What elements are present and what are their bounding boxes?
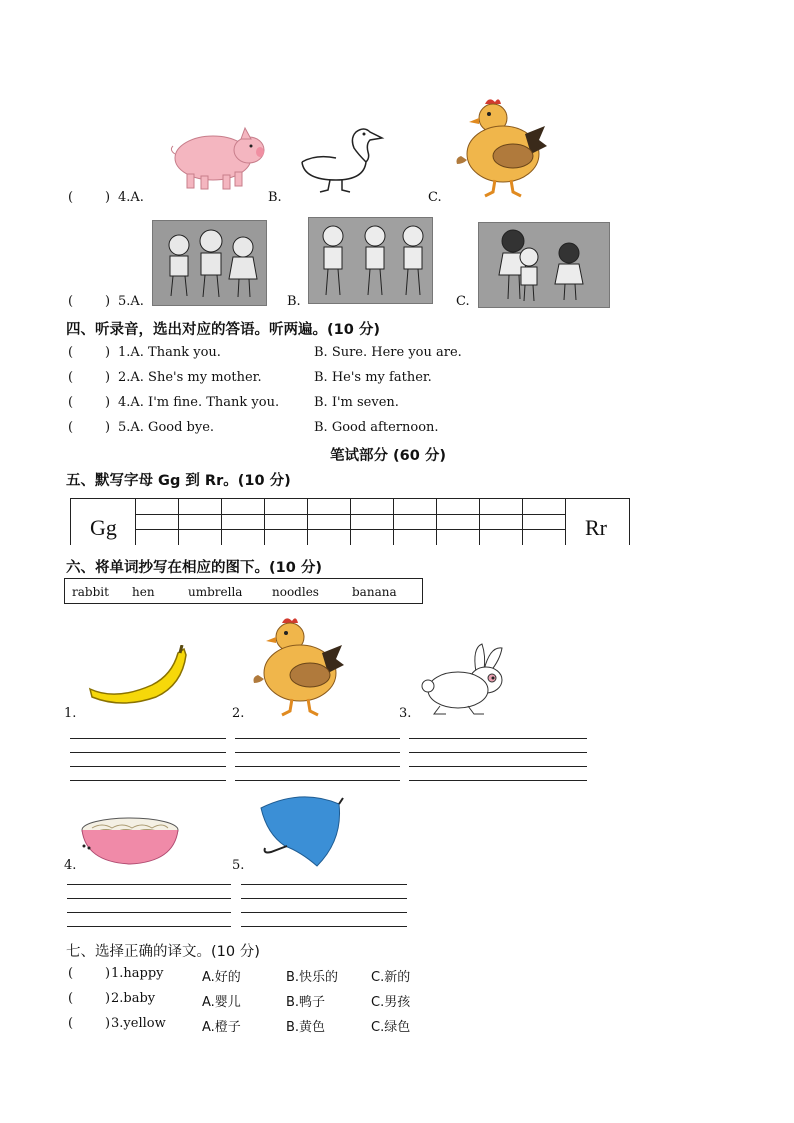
children-picture-c bbox=[478, 222, 610, 308]
word-bank-item: rabbit bbox=[72, 585, 109, 599]
word-bank bbox=[64, 578, 423, 604]
writing-lines[interactable] bbox=[70, 738, 226, 784]
word-bank-item: umbrella bbox=[188, 585, 243, 599]
option-a: 5.A. Good bye. bbox=[118, 420, 215, 435]
word: 2.baby bbox=[111, 991, 156, 1006]
writing-lines[interactable] bbox=[409, 738, 587, 784]
picture-label: 4. bbox=[64, 858, 77, 873]
option-label: B. bbox=[268, 190, 282, 205]
word-bank-item: noodles bbox=[272, 585, 319, 599]
option-c: C.绿色 bbox=[371, 1020, 411, 1035]
letter-writing-grid[interactable] bbox=[70, 498, 630, 545]
option-a: A.橙子 bbox=[202, 1020, 241, 1035]
word: 3.yellow bbox=[111, 1016, 166, 1031]
option-a: 4.A. I'm fine. Thank you. bbox=[118, 395, 280, 410]
paren-close: ) bbox=[105, 190, 111, 205]
writing-lines[interactable] bbox=[67, 884, 231, 930]
option-b: B. He's my father. bbox=[314, 370, 432, 385]
option-b: B. I'm seven. bbox=[314, 395, 399, 410]
children-picture-a bbox=[152, 220, 267, 306]
start-letter: Gg bbox=[90, 515, 117, 540]
hen-picture bbox=[252, 615, 347, 717]
option-a: A.婴儿 bbox=[202, 995, 241, 1010]
hen-picture bbox=[455, 96, 550, 198]
end-letter: Rr bbox=[585, 515, 607, 540]
section-7-heading: 七、选择正确的译文。(10 分) bbox=[66, 944, 260, 960]
written-part-title: 笔试部分 (60 分) bbox=[330, 448, 447, 464]
picture-label: 3. bbox=[399, 706, 412, 721]
writing-lines[interactable] bbox=[235, 738, 400, 784]
paren-close: ) bbox=[105, 294, 111, 309]
section-5-heading: 五、默写字母 Gg 到 Rr。(10 分) bbox=[66, 473, 291, 489]
umbrella-picture bbox=[255, 794, 347, 870]
option-label: C. bbox=[456, 294, 470, 309]
option-b: B.快乐的 bbox=[286, 970, 339, 985]
option-a: 1.A. Thank you. bbox=[118, 345, 221, 360]
children-picture-b bbox=[308, 217, 433, 304]
duck-picture bbox=[296, 124, 386, 194]
option-b: B. Good afternoon. bbox=[314, 420, 439, 435]
pig-picture bbox=[165, 122, 265, 194]
word: 1.happy bbox=[111, 966, 164, 981]
option-label: 5.A. bbox=[118, 294, 144, 309]
option-b: B.鸭子 bbox=[286, 995, 326, 1010]
picture-label: 1. bbox=[64, 706, 77, 721]
banana-picture bbox=[86, 645, 190, 707]
section-4-heading: 四、听录音，选出对应的答语。听两遍。(10 分) bbox=[66, 322, 380, 338]
writing-lines[interactable] bbox=[241, 884, 407, 930]
option-a: 2.A. She's my mother. bbox=[118, 370, 262, 385]
section-6-heading: 六、将单词抄写在相应的图下。(10 分) bbox=[66, 560, 322, 576]
picture-label: 2. bbox=[232, 706, 245, 721]
paren: ( bbox=[68, 294, 74, 309]
option-c: C.男孩 bbox=[371, 995, 411, 1010]
option-c: C.新的 bbox=[371, 970, 411, 985]
option-label: B. bbox=[287, 294, 301, 309]
rabbit-picture bbox=[420, 642, 512, 716]
paren: ( bbox=[68, 190, 74, 205]
noodles-picture bbox=[78, 812, 182, 872]
word-bank-item: banana bbox=[352, 585, 397, 599]
picture-label: 5. bbox=[232, 858, 245, 873]
option-label: 4.A. bbox=[118, 190, 144, 205]
option-a: A.好的 bbox=[202, 970, 241, 985]
option-b: B.黄色 bbox=[286, 1020, 326, 1035]
word-bank-item: hen bbox=[132, 585, 155, 599]
option-label: C. bbox=[428, 190, 442, 205]
option-b: B. Sure. Here you are. bbox=[314, 345, 462, 360]
